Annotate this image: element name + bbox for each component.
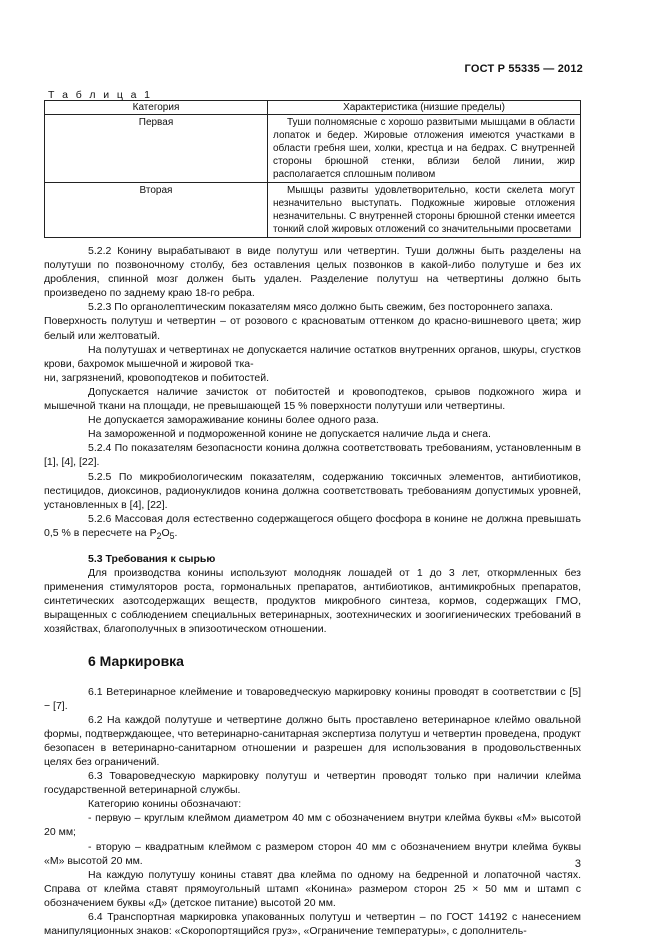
table-cell-category: Вторая xyxy=(45,183,268,238)
paragraph: 6.4 Транспортная маркировка упакованных полутуш и четвертин – по ГОСТ 14192 с нанесением манипуляционных знаков: «Скоропортящийся груз», «Ограничение температуры», с дополнитель- xyxy=(44,911,581,938)
paragraph: 5.2.3 По органолептическим показателям мясо должно быть свежим, без постороннего запаха. xyxy=(88,301,553,314)
formula-sub-2: 2 xyxy=(156,530,162,541)
paragraph: 6.1 Ветеринарное клеймение и товароведческую маркировку конины проводят в соответствии с [5] − [7]. xyxy=(44,685,581,712)
standard-designation: ГОСТ Р 55335 — 2012 xyxy=(464,63,583,75)
table-cell-category: Первая xyxy=(45,115,268,183)
paragraph: Для производства конины используют молодняк лошадей от 1 до 3 лет, откормленных без применения стимуляторов роста, гормональных препаратов, антибиотиков, антимикробных препаратов, синтетических азотсодержащих веществ, продуктов микробного синтеза, кормов, содержащих ГМО, выращенных с соблюдением специальных ветеринарных, зоотехнических и зоогигиенических требований в хозяйствах, благополучных в эпизоотическом отношении. xyxy=(44,567,581,636)
paragraph: ни, загрязнений, кровоподтеков и побитостей. xyxy=(44,371,270,384)
document-body xyxy=(44,244,581,938)
formula-p: P xyxy=(149,526,157,539)
list-item: - первую – круглым клеймом диаметром 40 мм с обозначением внутри клейма буквы «М» высотой 20 мм; xyxy=(44,812,581,839)
column-header-category: Категория xyxy=(45,101,268,115)
paragraph: На каждую полутушу конины ставят два клейма по одному на бедренной и лопаточной частях. Справа от клейма ставят прямоугольный штамп «Конина» размером сторон 25 × 50 мм и штамп с обозначением буквы «Д» (детское питание) высотой 20 мм. xyxy=(44,868,581,909)
formula-sub-5: 5 xyxy=(169,530,175,541)
paragraph: На замороженной и подмороженной конине не допускается наличие льда и снега. xyxy=(88,428,491,441)
paragraph: 5.2.5 По микробиологическим показателям, содержанию токсичных элементов, антибиотиков, пестицидов, диоксинов, радионуклидов конина должна соответствовать требованиям допустимых уровней, установленных в [4], [22]. xyxy=(44,470,581,511)
paragraph: 6.2 На каждой полутуше и четвертине должно быть проставлено ветеринарное клеймо овальной формы, подтверждающее, что ветеринарно-санитарная экспертиза полутуш и четвертин проведена, продукт безопасен в ветеринарно-санитарном отношении и разрешен для использования в продовольственных целях без ограничений. xyxy=(44,713,581,768)
paragraph: На полутушах и четвертинах не допускается наличие остатков внутренних органов, шкуры, сгустков крови, бахромок мышечной и жировой тка- xyxy=(44,343,581,370)
paragraph-text: 5.2.6 Массовая доля естественно содержащегося общего фосфора в конине не должна превышать 0,5 % в пересчете на xyxy=(44,512,581,539)
table-cell-description: Туши полномясные с хорошо развитыми мышцами в области лопаток и бедер. Жировые отложения имеются участками в области гребня шеи, холки, крестца и на бедрах. С внутренней стороны брюшной стенки, вблизи белой линии, жир располагается сплошным поливом xyxy=(268,115,581,183)
formula-end: . xyxy=(174,526,178,539)
category-table xyxy=(44,100,581,238)
table-row xyxy=(45,115,581,183)
paragraph: 5.2.4 По показателям безопасности конина должна соответствовать требованиям, установленным в [1], [4], [22]. xyxy=(44,442,581,469)
paragraph: Допускается наличие зачисток от побитостей и кровоподтеков, срывов подкожного жира и мышечной ткани на площади, не превышающей 15 % поверхности полутуши или четвертины. xyxy=(44,385,581,413)
table-row xyxy=(45,183,581,238)
list-item: - вторую – квадратным клеймом с размером сторон 40 мм с обозначением внутри клейма буквы «М» высотой 20 мм. xyxy=(44,840,581,867)
section-heading: 6 Маркировка xyxy=(88,652,184,669)
table-caption: Т а б л и ц а 1 xyxy=(48,89,153,101)
paragraph: Не допускается замораживание конины более одного раза. xyxy=(88,414,379,427)
paragraph: Поверхность полутуш и четвертин – от розового с красноватым оттенком до красно-вишневого цвета; жир белый или желтоватый. xyxy=(44,315,581,342)
paragraph: 6.3 Товароведческую маркировку полутуш и четвертин проводят только при наличии клейма государственной ветеринарной службы. xyxy=(44,770,581,797)
formula-o: O xyxy=(161,526,170,539)
column-header-characteristic: Характеристика (низшие пределы) xyxy=(268,101,581,115)
table-header-row xyxy=(45,101,581,115)
paragraph: Категорию конины обозначают: xyxy=(88,798,242,811)
subsection-heading: 5.3 Требования к сырью xyxy=(88,553,216,566)
page-number: 3 xyxy=(574,858,581,870)
table-cell-description: Мышцы развиты удовлетворительно, кости скелета могут незначительно выступать. Подкожные жировые отложения незначительны. С внутренней стороны брюшной стенки имеется тонкий слой жировых отложений со значительными просветами xyxy=(268,183,581,238)
paragraph-phosphorus xyxy=(44,512,581,543)
paragraph: 5.2.2 Конину вырабатывают в виде полутуш или четвертин. Туши должны быть разделены на полутуши по позвоночному столбу, без оставления целых позвонков в какой-либо полутуше и без их дробления, спинной мозг должен быть удален. Разделение полутуш на четвертины должно быть произведено по заднему краю 18-го ребра. xyxy=(44,245,581,300)
